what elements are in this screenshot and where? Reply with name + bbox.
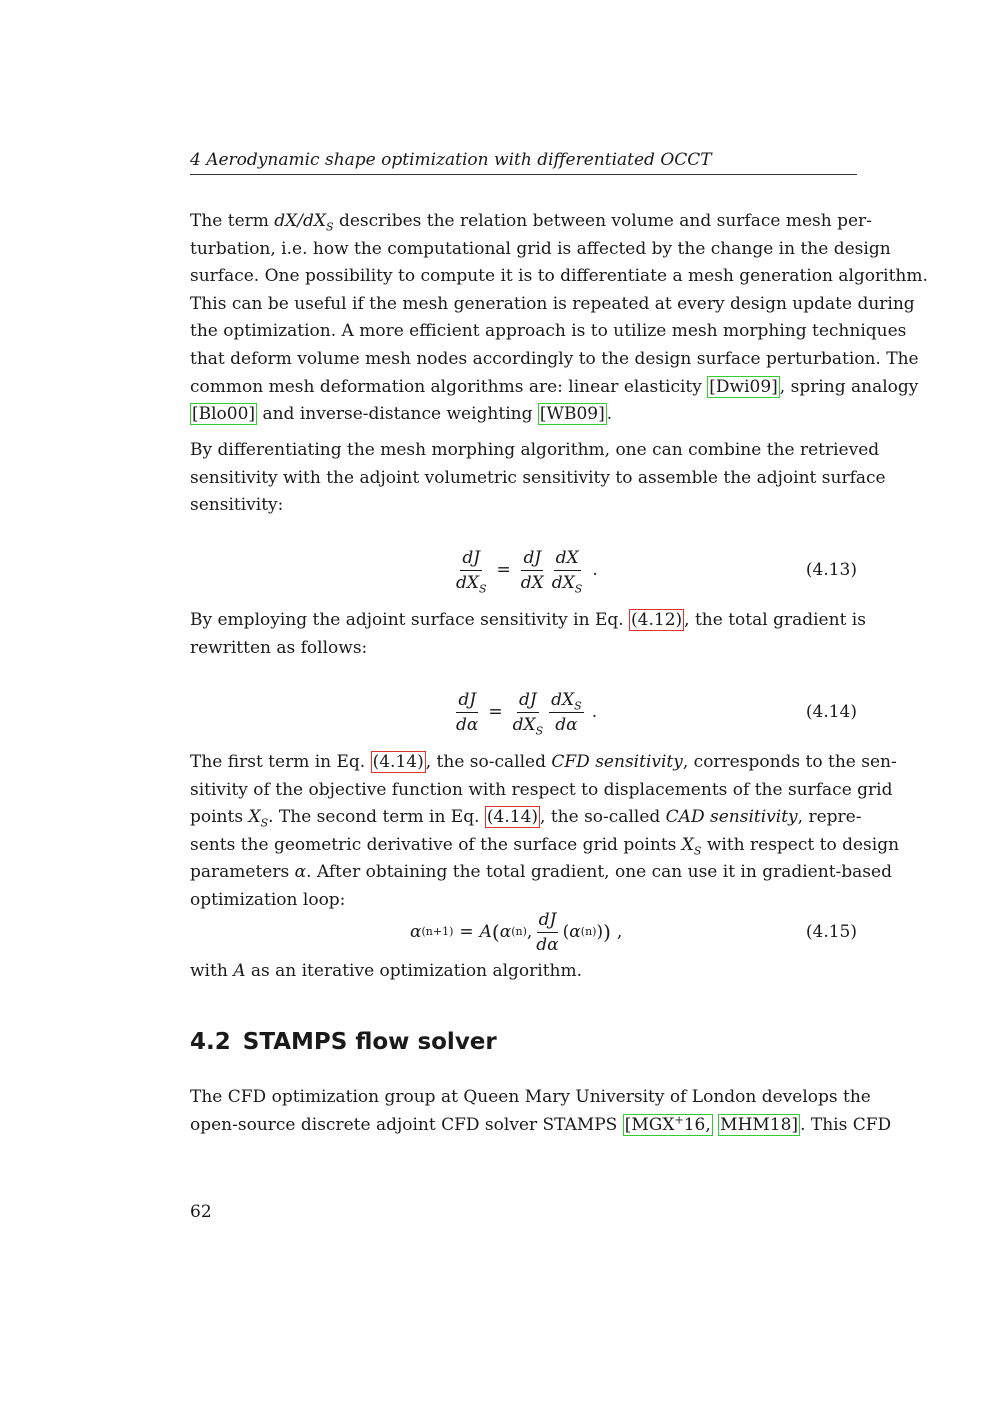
- paragraph-iterative: [190, 958, 857, 986]
- paragraph-differentiating: [190, 437, 886, 520]
- fraction: $\frac{dX_S}{d\alpha}$: [551, 689, 582, 735]
- text-line: sensitivity:: [190, 495, 284, 516]
- equation-4-13: $\frac{dJ}{dX_S}$ = $\frac{dJ}{dX}$ $\frac{dX}{dX_S}$ . (4.13): [190, 540, 857, 600]
- text-line: [Blo00] and inverse-distance weighting [WB09] .: [192, 404, 613, 425]
- section-title: STAMPS flow solver: [242, 1029, 497, 1055]
- text-line: open-source discrete adjoint CFD solver STAMPS [MGX+16, MHM18] . This CFD: [190, 1112, 892, 1135]
- text-line: By differentiating the mesh morphing algorithm, one can combine the retrieved: [190, 440, 880, 460]
- equation-4-14: $\frac{dJ}{d\alpha}$ = $\frac{dJ}{dX_S}$ $\frac{dX_S}{d\alpha}$ . (4.14): [190, 682, 857, 742]
- citation-link[interactable]: [Dwi09]: [709, 376, 778, 397]
- text-line: The CFD optimization group at Queen Mary University of London develops the: [190, 1087, 871, 1107]
- text-line: sitivity of the objective function with respect to displacements of the surface grid: [190, 779, 893, 800]
- paragraph-mesh-perturbation: [190, 208, 928, 429]
- text-line: This can be useful if the mesh generation is repeated at every design update during: [190, 293, 915, 314]
- text-line: rewritten as follows:: [190, 637, 368, 658]
- fraction: $\frac{dJ}{d\alpha}$: [456, 689, 479, 735]
- text-line: surface. One possibility to compute it is to differentiate a mesh generation algorithm.: [190, 266, 928, 287]
- fraction: $\frac{dJ}{d\alpha}$: [536, 909, 559, 955]
- text-line: parameters α. After obtaining the total gradient, one can use it in gradient-based: [190, 862, 892, 883]
- equation-number: (4.14): [805, 702, 857, 722]
- section-number: 4.2: [190, 1029, 231, 1055]
- citation-link[interactable]: [WB09]: [539, 404, 605, 425]
- equation-number: (4.13): [805, 560, 857, 580]
- text-line: optimization loop:: [190, 889, 346, 910]
- section-heading: [190, 1026, 497, 1058]
- citation-link[interactable]: MHM18]: [720, 1114, 799, 1135]
- text-line: the optimization. A more efficient approach is to utilize mesh morphing techniques: [190, 321, 907, 342]
- equation-number: (4.15): [805, 922, 857, 942]
- text-line: The term $dX/dX_S$ describes the relation between volume and surface mesh per-: [190, 211, 872, 234]
- text-line: common mesh deformation algorithms are: linear elasticity [Dwi09] , spring analogy: [190, 376, 919, 397]
- paragraph-first-term: [190, 749, 900, 915]
- fraction: $\frac{dJ}{dX_S}$: [512, 689, 544, 737]
- equation-ref-link[interactable]: (4.14): [372, 752, 424, 772]
- text-line: By employing the adjoint surface sensitivity in Eq. (4.12) , the total gradient is: [190, 610, 866, 630]
- text-line: sents the geometric derivative of the surface grid points $X_S$ with respect to design: [190, 834, 900, 858]
- paragraph-employing: [190, 607, 866, 662]
- equation-ref-link[interactable]: (4.14): [486, 807, 539, 828]
- fraction: $\frac{dX}{dX_S}$: [551, 547, 583, 595]
- text-line: The first term in Eq. (4.14) , the so-called CFD sensitivity, corresponds to the sen-: [190, 752, 897, 772]
- running-header: 4 Aerodynamic shape optimization with differentiated OCCT: [190, 148, 857, 175]
- equation-4-15: α (n+1) = A ( α (n) , $\frac{dJ}{d\alpha}$ ( α (n) ) ) , (4.15): [190, 902, 857, 962]
- text-line: sensitivity with the adjoint volumetric sensitivity to assemble the adjoint surface: [190, 467, 886, 488]
- fraction: $\frac{dJ}{dX_S}$: [456, 547, 487, 595]
- text-line: with A as an iterative optimization algorithm.: [190, 961, 582, 981]
- equation-ref-link[interactable]: (4.12): [631, 610, 683, 630]
- page-number: 62: [190, 1202, 212, 1222]
- paragraph-stamps: [190, 1084, 892, 1139]
- text-line: turbation, i.e. how the computational grid is affected by the change in the design: [190, 238, 891, 259]
- citation-link[interactable]: [Blo00]: [192, 404, 256, 425]
- text-line: that deform volume mesh nodes accordingly to the design surface perturbation. The: [190, 348, 919, 369]
- fraction: $\frac{dJ}{dX}$: [520, 547, 544, 593]
- text-line: points $X_S$. The second term in Eq. (4.14) , the so-called CAD sensitivity, repre-: [190, 807, 862, 830]
- citation-link[interactable]: [MGX+16,: [624, 1112, 711, 1135]
